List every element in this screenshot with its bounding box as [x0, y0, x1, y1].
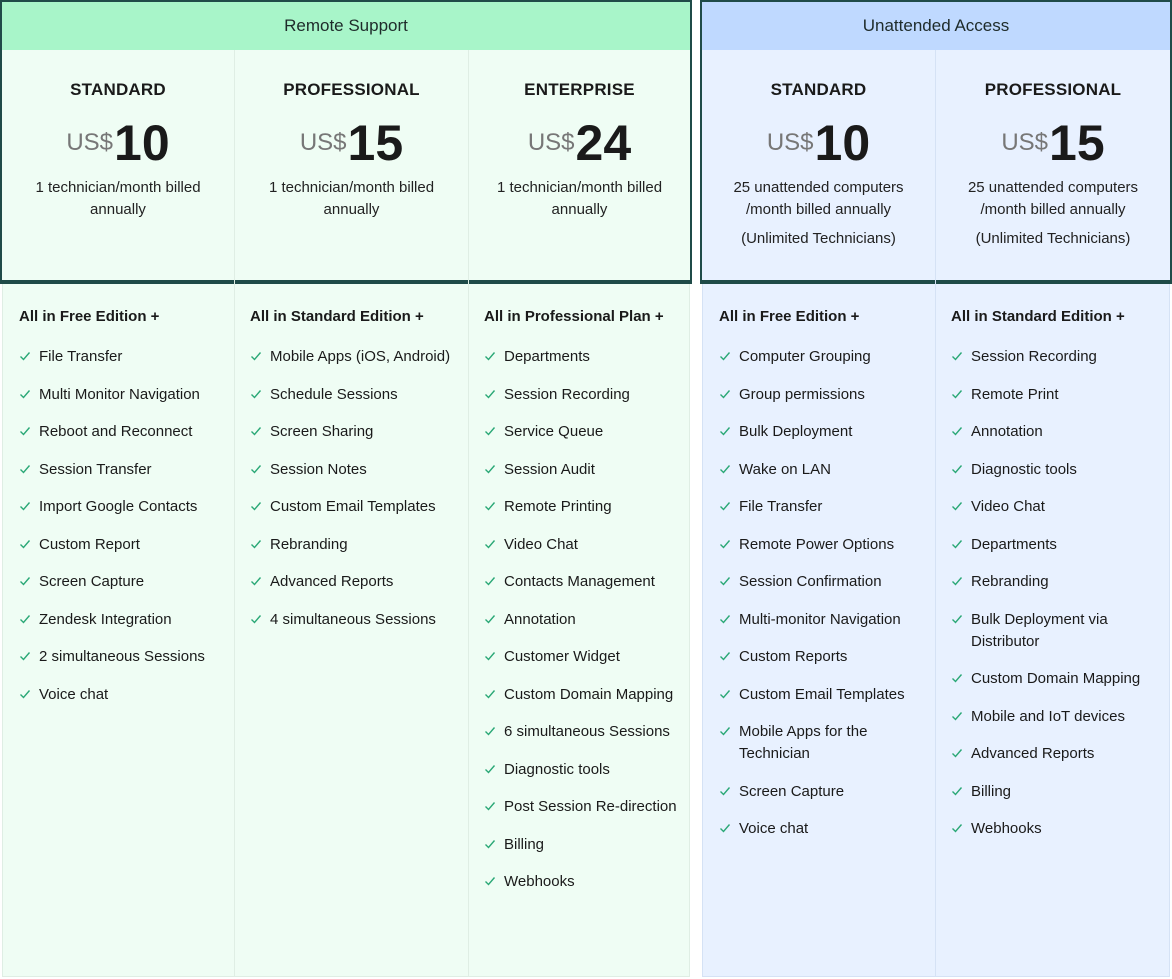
feature-list: [951, 346, 1159, 856]
feature-label: Screen Capture: [739, 782, 845, 800]
feature-item: [19, 684, 224, 706]
check-icon: [484, 463, 496, 475]
feature-item: [719, 684, 925, 706]
feature-label: Rebranding: [270, 535, 348, 553]
feature-label: Diagnostic tools: [971, 460, 1077, 478]
check-icon: [484, 538, 496, 550]
feature-item: [951, 459, 1159, 481]
feature-item: [951, 534, 1159, 556]
feature-label: Reboot and Reconnect: [39, 423, 193, 440]
feature-item: [951, 668, 1159, 690]
plan-name: ENTERPRISE: [524, 80, 635, 99]
feature-item: [719, 721, 925, 765]
feature-label: Annotation: [971, 423, 1043, 440]
feature-list: [19, 346, 224, 721]
check-icon: [250, 538, 262, 550]
feature-item: [484, 421, 679, 443]
check-icon: [250, 425, 262, 437]
feature-label: Advanced Reports: [270, 573, 394, 590]
feature-label: Session Confirmation: [739, 573, 882, 590]
feature-label: Session Notes: [270, 460, 367, 478]
plan-name: PROFESSIONAL: [283, 80, 420, 99]
column-divider: [234, 50, 235, 977]
feature-item: [951, 743, 1159, 765]
plan-column-unattended-professional: [936, 0, 1170, 979]
feature-label: Rebranding: [971, 573, 1049, 590]
feature-item: [484, 496, 679, 518]
feature-item: [951, 496, 1159, 518]
check-icon: [19, 538, 31, 550]
feature-item: [484, 534, 679, 556]
feature-label: Video Chat: [504, 535, 578, 553]
plan-price: [702, 114, 935, 172]
feature-item: [484, 721, 679, 743]
feature-item: [719, 571, 925, 593]
check-icon: [719, 725, 731, 737]
check-icon: [719, 350, 731, 362]
check-icon: [484, 800, 496, 812]
feature-item: [484, 459, 679, 481]
check-icon: [484, 763, 496, 775]
check-icon: [484, 425, 496, 437]
check-icon: [250, 575, 262, 587]
check-icon: [951, 350, 963, 362]
check-icon: [484, 838, 496, 850]
plan-name: STANDARD: [70, 80, 166, 99]
feature-label: Zendesk Integration: [39, 610, 172, 628]
feature-item: [250, 534, 458, 556]
price-currency: US$: [527, 129, 575, 156]
plan-summary: [469, 50, 690, 280]
feature-label: Session Recording: [504, 385, 630, 403]
check-icon: [719, 785, 731, 797]
feature-item: [250, 384, 458, 406]
plan-billing: 25 unattended computers /month billed annually: [967, 179, 1139, 218]
price-amount: 24: [575, 115, 632, 171]
feature-item: [484, 796, 679, 818]
feature-item: [951, 384, 1159, 406]
check-icon: [719, 650, 731, 662]
feature-item: [951, 609, 1159, 653]
check-icon: [719, 538, 731, 550]
feature-label: Billing: [971, 782, 1012, 800]
feature-item: [484, 871, 679, 893]
check-icon: [484, 688, 496, 700]
check-icon: [250, 350, 262, 362]
plan-billing: 1 technician/month billed annually: [496, 179, 663, 218]
check-icon: [19, 425, 31, 437]
features-heading: All in Professional Plan +: [484, 308, 664, 325]
feature-label: Remote Power Options: [739, 535, 895, 553]
plan-billing: 25 unattended computers /month billed annually: [733, 179, 904, 218]
features-heading: All in Standard Edition +: [250, 308, 424, 325]
check-icon: [484, 388, 496, 400]
feature-item: [250, 571, 458, 593]
check-icon: [951, 575, 963, 587]
check-icon: [719, 822, 731, 834]
unattended-access-title: Unattended Access: [862, 16, 1010, 35]
plan-name: STANDARD: [770, 80, 867, 99]
feature-item: [250, 346, 458, 368]
plan-note: (Unlimited Technicians): [975, 230, 1131, 247]
check-icon: [19, 688, 31, 700]
plan-summary: [936, 50, 1170, 280]
plan-billing: 1 technician/month billed annually: [268, 179, 435, 218]
feature-label: Departments: [504, 348, 590, 365]
feature-label: Session Transfer: [39, 460, 152, 478]
feature-item: [250, 609, 458, 631]
check-icon: [484, 650, 496, 662]
plan-features: [702, 284, 935, 977]
feature-label: Mobile Apps (iOS, Android): [270, 348, 451, 365]
check-icon: [951, 710, 963, 722]
check-icon: [484, 575, 496, 587]
check-icon: [951, 613, 963, 625]
feature-label: Custom Email Templates: [270, 498, 436, 515]
feature-label: Import Google Contacts: [39, 498, 198, 515]
feature-item: [719, 421, 925, 443]
remote-support-title: Remote Support: [284, 16, 408, 35]
feature-item: [719, 609, 925, 631]
plan-summary: [2, 50, 234, 280]
feature-label: Custom Domain Mapping: [971, 670, 1141, 687]
check-icon: [19, 500, 31, 512]
feature-item: [719, 384, 925, 406]
feature-item: [250, 421, 458, 443]
feature-label: Contacts Management: [504, 573, 655, 590]
plan-column-remote-professional: [235, 0, 468, 979]
plan-summary: [235, 50, 468, 280]
feature-label: Computer Grouping: [739, 348, 871, 365]
check-icon: [19, 613, 31, 625]
feature-item: [19, 384, 224, 406]
price-amount: 10: [114, 115, 170, 171]
unattended-access-group: [700, 0, 1172, 979]
feature-label: Session Recording: [971, 348, 1097, 365]
check-icon: [484, 875, 496, 887]
price-amount: 15: [347, 115, 404, 171]
feature-label: Bulk Deployment via Distributor: [971, 610, 1108, 650]
feature-item: [719, 459, 925, 481]
plan-price: [936, 114, 1170, 172]
feature-item: [484, 346, 679, 368]
plan-summary: [702, 50, 935, 280]
feature-label: Custom Report: [39, 535, 140, 553]
feature-label: Mobile Apps for the Technician: [739, 723, 868, 762]
check-icon: [951, 463, 963, 475]
feature-item: [719, 781, 925, 803]
feature-label: 2 simultaneous Sessions: [39, 648, 205, 665]
feature-item: [19, 496, 224, 518]
check-icon: [19, 350, 31, 362]
feature-item: [951, 706, 1159, 728]
feature-item: [484, 571, 679, 593]
plan-column-unattended-standard: [702, 0, 935, 979]
check-icon: [951, 672, 963, 684]
feature-item: [719, 496, 925, 518]
check-icon: [250, 388, 262, 400]
feature-label: Custom Reports: [739, 648, 848, 665]
price-amount: 10: [814, 115, 871, 171]
feature-label: Custom Domain Mapping: [504, 685, 674, 703]
check-icon: [719, 688, 731, 700]
check-icon: [951, 500, 963, 512]
feature-label: Customer Widget: [504, 648, 620, 665]
plan-price: [235, 114, 468, 172]
feature-label: Multi Monitor Navigation: [39, 385, 200, 403]
feature-item: [951, 571, 1159, 593]
plan-column-remote-standard: [2, 0, 234, 979]
feature-item: [250, 459, 458, 481]
feature-item: [719, 818, 925, 840]
check-icon: [951, 822, 963, 834]
feature-label: Webhooks: [504, 873, 575, 890]
feature-item: [19, 571, 224, 593]
check-icon: [19, 388, 31, 400]
feature-item: [719, 346, 925, 368]
feature-label: Schedule Sessions: [270, 385, 398, 403]
feature-item: [719, 534, 925, 556]
features-heading: All in Standard Edition +: [951, 308, 1125, 325]
feature-label: Multi-monitor Navigation: [739, 610, 901, 628]
feature-item: [951, 818, 1159, 840]
feature-label: Remote Printing: [504, 498, 612, 515]
price-currency: US$: [1001, 129, 1049, 156]
feature-label: 6 simultaneous Sessions: [504, 723, 670, 740]
feature-item: [19, 534, 224, 556]
feature-label: Video Chat: [971, 498, 1045, 515]
feature-item: [19, 421, 224, 443]
feature-label: 4 simultaneous Sessions: [270, 610, 436, 628]
check-icon: [250, 463, 262, 475]
plan-price: [2, 114, 234, 172]
plan-features: [936, 284, 1170, 977]
feature-label: Advanced Reports: [971, 745, 1095, 762]
check-icon: [951, 425, 963, 437]
feature-label: Service Queue: [504, 423, 604, 440]
feature-item: [484, 609, 679, 631]
plan-note: (Unlimited Technicians): [741, 230, 896, 247]
feature-label: Post Session Re-direction: [504, 798, 677, 815]
column-divider: [468, 50, 469, 977]
check-icon: [19, 650, 31, 662]
check-icon: [719, 500, 731, 512]
feature-item: [951, 781, 1159, 803]
feature-item: [19, 459, 224, 481]
check-icon: [250, 613, 262, 625]
feature-item: [484, 834, 679, 856]
feature-label: Voice chat: [739, 820, 809, 837]
feature-item: [719, 646, 925, 668]
check-icon: [951, 785, 963, 797]
price-currency: US$: [66, 129, 114, 156]
price-currency: US$: [766, 129, 814, 156]
check-icon: [951, 538, 963, 550]
check-icon: [719, 613, 731, 625]
feature-label: Screen Capture: [39, 573, 145, 590]
price-currency: US$: [299, 129, 347, 156]
feature-label: File Transfer: [739, 498, 823, 515]
feature-label: Departments: [971, 535, 1057, 553]
feature-item: [484, 646, 679, 668]
feature-label: Screen Sharing: [270, 423, 374, 440]
feature-label: Custom Email Templates: [739, 685, 905, 703]
feature-list: [719, 346, 925, 856]
plan-price: [469, 114, 690, 172]
plan-features: [235, 284, 468, 977]
feature-label: Session Audit: [504, 460, 595, 478]
feature-label: Group permissions: [739, 385, 865, 403]
feature-label: Wake on LAN: [739, 460, 831, 478]
plan-column-remote-enterprise: [469, 0, 690, 979]
check-icon: [250, 500, 262, 512]
feature-label: Mobile and IoT devices: [971, 707, 1125, 725]
feature-item: [951, 346, 1159, 368]
check-icon: [719, 388, 731, 400]
price-amount: 15: [1049, 115, 1105, 171]
feature-label: Bulk Deployment: [739, 423, 853, 440]
check-icon: [719, 425, 731, 437]
feature-label: Webhooks: [971, 820, 1042, 837]
check-icon: [951, 747, 963, 759]
plan-billing: 1 technician/month billed annually: [35, 179, 201, 218]
feature-label: Remote Print: [971, 385, 1059, 403]
check-icon: [19, 575, 31, 587]
feature-label: Annotation: [504, 610, 576, 628]
feature-label: Voice chat: [39, 685, 109, 703]
feature-item: [19, 609, 224, 631]
feature-item: [19, 646, 224, 668]
feature-label: Billing: [504, 835, 545, 853]
check-icon: [484, 500, 496, 512]
feature-list: [250, 346, 458, 646]
feature-item: [484, 759, 679, 781]
check-icon: [951, 388, 963, 400]
check-icon: [484, 350, 496, 362]
check-icon: [484, 613, 496, 625]
feature-item: [250, 496, 458, 518]
check-icon: [19, 463, 31, 475]
feature-label: File Transfer: [39, 348, 123, 365]
feature-item: [19, 346, 224, 368]
features-heading: All in Free Edition +: [19, 308, 160, 325]
feature-item: [484, 684, 679, 706]
plan-features: [2, 284, 234, 977]
check-icon: [719, 463, 731, 475]
column-divider: [935, 50, 936, 977]
plan-name: PROFESSIONAL: [984, 80, 1122, 99]
feature-list: [484, 346, 679, 909]
check-icon: [719, 575, 731, 587]
feature-label: Diagnostic tools: [504, 760, 610, 778]
features-heading: All in Free Edition +: [719, 308, 860, 325]
check-icon: [484, 725, 496, 737]
feature-item: [484, 384, 679, 406]
plan-features: [469, 284, 690, 977]
feature-item: [951, 421, 1159, 443]
